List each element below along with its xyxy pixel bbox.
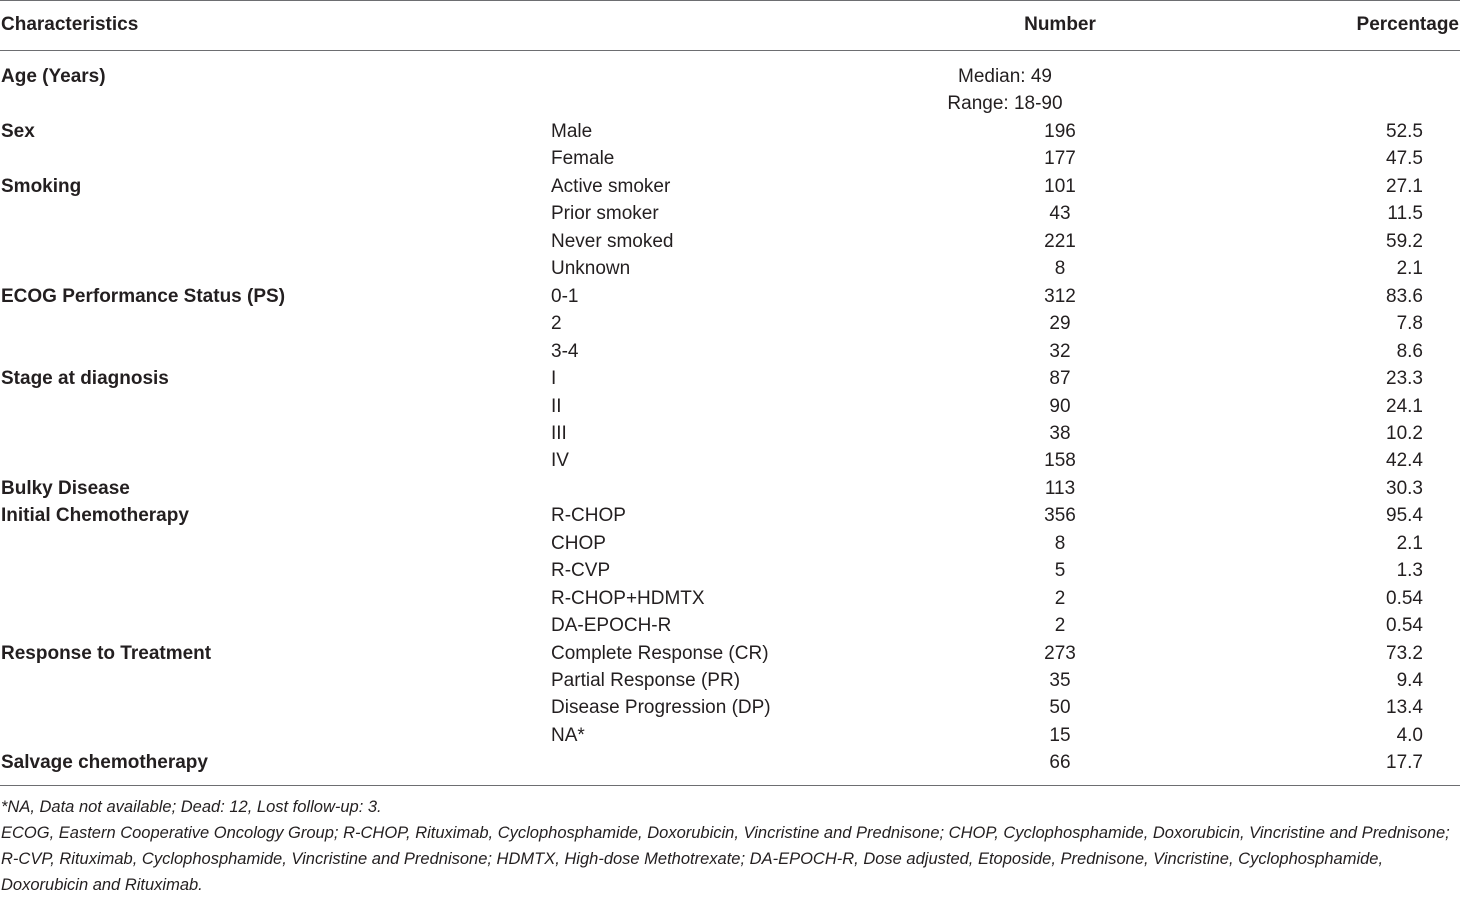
percentage-cell: 4.0 (1396, 724, 1423, 746)
number-cell: 43 (1049, 203, 1071, 225)
percentage-cell: 52.5 (1386, 121, 1423, 142)
number-cell: 158 (1044, 450, 1076, 472)
table-row (0, 118, 1460, 145)
table-footnotes (1, 794, 1457, 898)
percentage-cell: 10.2 (1386, 422, 1423, 444)
number-cell: 101 (1044, 175, 1076, 197)
header-rule (0, 50, 1460, 51)
percentage-cell: 1.3 (1396, 560, 1423, 582)
header-percentage: Percentage (1356, 14, 1459, 35)
subcategory-cell: 3-4 (551, 340, 579, 362)
percentage-cell: 0.54 (1386, 615, 1423, 637)
table-row (0, 557, 1460, 584)
number-cell: 113 (1044, 477, 1076, 499)
category-cell: Smoking (1, 175, 82, 197)
percentage-cell: 8.6 (1396, 340, 1423, 362)
percentage-cell: 0.54 (1386, 587, 1423, 609)
table-row (0, 310, 1460, 337)
category-cell: Sex (1, 121, 35, 142)
category-cell: Response to Treatment (1, 642, 212, 664)
number-cell: 29 (1049, 313, 1071, 335)
number-cell: 356 (1044, 505, 1076, 527)
subcategory-cell: NA* (551, 724, 585, 746)
table-row (0, 475, 1460, 502)
bottom-rule (0, 785, 1460, 786)
percentage-cell: 17.7 (1386, 752, 1423, 774)
age-range: Range: 18-90 (947, 93, 1063, 114)
category-cell: Initial Chemotherapy (1, 505, 189, 527)
number-cell: 87 (1049, 368, 1071, 390)
subcategory-cell: 0-1 (551, 285, 579, 307)
subcategory-cell: R-CVP (551, 560, 611, 582)
percentage-cell: 30.3 (1386, 477, 1423, 499)
number-cell: 8 (1054, 532, 1066, 554)
table-row (0, 200, 1460, 227)
table-row (0, 667, 1460, 694)
percentage-cell: 7.8 (1396, 313, 1423, 335)
top-rule (0, 0, 1460, 1)
percentage-cell: 83.6 (1386, 285, 1423, 307)
number-cell: 90 (1049, 395, 1071, 417)
footnote-abbreviations: ECOG, Eastern Cooperative Oncology Group; R-CHOP, Rituximab, Cyclophosphamide, Doxorubicin, Vincristine and Prednisone; CHOP, Cyclophosphamide, Doxorubicin, Vincristine and Prednisone; R-CVP, Rituximab, Cyclophosphamide, Vincristine and Prednisone; HDMTX, High-dose Methotrexate; DA-EPOCH-R, Dose adjusted, Etoposide, Prednisone, Vincristine, Cyclophosphamide, Doxorubicin and Rituximab. (1, 824, 1450, 894)
table-row-age (0, 63, 1460, 90)
number-cell: 221 (1044, 230, 1076, 252)
table-row (0, 283, 1460, 310)
subcategory-cell: II (551, 395, 562, 417)
percentage-cell: 23.3 (1386, 368, 1423, 390)
table-row (0, 447, 1460, 474)
percentage-cell: 9.4 (1396, 670, 1423, 691)
subcategory-cell: Partial Response (PR) (551, 670, 741, 691)
table-row (0, 338, 1460, 365)
subcategory-cell: Female (551, 148, 615, 170)
subcategory-cell: III (551, 422, 567, 444)
number-cell: 5 (1054, 560, 1066, 582)
subcategory-cell: Never smoked (551, 230, 674, 252)
subcategory-cell: 2 (551, 313, 562, 335)
age-label: Age (Years) (1, 66, 106, 87)
number-cell: 50 (1049, 697, 1071, 719)
number-cell: 8 (1054, 258, 1066, 280)
table-row (0, 640, 1460, 667)
table-row (0, 722, 1460, 749)
number-cell: 2 (1054, 587, 1066, 609)
table-row (0, 145, 1460, 172)
table-row (0, 749, 1460, 776)
subcategory-cell: CHOP (551, 532, 606, 554)
number-cell: 66 (1049, 752, 1071, 774)
subcategory-cell: Male (551, 121, 593, 142)
category-cell: Bulky Disease (1, 477, 130, 499)
percentage-cell: 24.1 (1386, 395, 1423, 417)
table-row (0, 365, 1460, 392)
subcategory-cell: Unknown (551, 258, 631, 280)
category-cell: Stage at diagnosis (1, 368, 169, 390)
subcategory-cell: I (551, 368, 557, 390)
header-number: Number (1024, 14, 1096, 35)
number-cell: 273 (1044, 642, 1076, 664)
number-cell: 196 (1044, 121, 1076, 142)
footnote-na: *NA, Data not available; Dead: 12, Lost follow-up: 3. (1, 798, 382, 816)
subcategory-cell: Disease Progression (DP) (551, 697, 771, 719)
category-cell: Salvage chemotherapy (1, 752, 208, 774)
percentage-cell: 47.5 (1386, 148, 1423, 170)
subcategory-cell: DA-EPOCH-R (551, 615, 672, 637)
table-row (0, 502, 1460, 529)
subcategory-cell: Prior smoker (551, 203, 659, 225)
table-row (0, 530, 1460, 557)
number-cell: 15 (1049, 724, 1071, 746)
percentage-cell: 73.2 (1386, 642, 1423, 664)
number-cell: 2 (1054, 615, 1066, 637)
table-row (0, 612, 1460, 639)
subcategory-cell: R-CHOP+HDMTX (551, 587, 705, 609)
table-row (0, 173, 1460, 200)
percentage-cell: 2.1 (1396, 532, 1423, 554)
category-cell: ECOG Performance Status (PS) (1, 285, 286, 307)
table-row (0, 255, 1460, 282)
age-median: Median: 49 (957, 66, 1053, 87)
percentage-cell: 13.4 (1386, 697, 1423, 719)
percentage-cell: 11.5 (1387, 203, 1423, 225)
percentage-cell: 2.1 (1396, 258, 1423, 280)
number-cell: 312 (1044, 285, 1076, 307)
percentage-cell: 27.1 (1386, 175, 1423, 197)
percentage-cell: 59.2 (1386, 230, 1423, 252)
number-cell: 32 (1049, 340, 1071, 362)
table-row (0, 694, 1460, 721)
percentage-cell: 42.4 (1386, 450, 1423, 472)
subcategory-cell: Complete Response (CR) (551, 642, 769, 664)
subcategory-cell: IV (551, 450, 569, 472)
number-cell: 35 (1049, 670, 1071, 691)
table-row (0, 393, 1460, 420)
table-row (0, 228, 1460, 255)
subcategory-cell: R-CHOP (551, 505, 626, 527)
header-characteristics: Characteristics (1, 14, 139, 35)
subcategory-cell: Active smoker (551, 175, 671, 197)
number-cell: 38 (1049, 422, 1071, 444)
table-row (0, 420, 1460, 447)
table-row (0, 585, 1460, 612)
number-cell: 177 (1044, 148, 1076, 170)
percentage-cell: 95.4 (1386, 505, 1423, 527)
